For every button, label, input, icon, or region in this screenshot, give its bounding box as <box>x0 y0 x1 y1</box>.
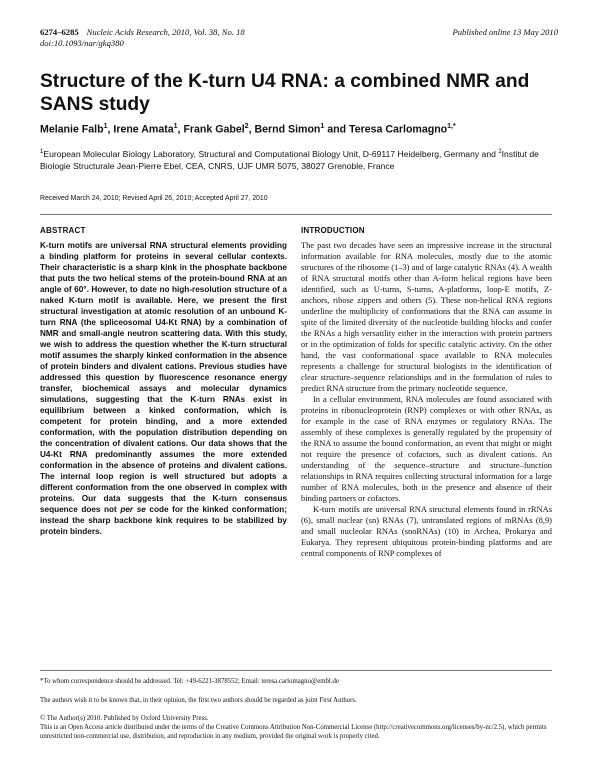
abstract-italic: per se <box>120 505 146 514</box>
author-affiliation-marker: 1 <box>320 123 325 130</box>
joint-authors-footnote: The authors wish it to be known that, in their opinion, the first two authors should be regarded as joint First Authors. <box>40 697 357 704</box>
introduction-text <box>301 240 552 559</box>
intro-paragraph: In a cellular environment, RNA molecules are found associated with proteins in ribonucleoprotein (RNP) complexes or with other RNAs, as for example in the case of RNA enzymes or regulatory RNAs. The assembly of these complexes is generally regulated by the propensity of the RNA to assume the bound conformation, an event that might or might not require the presence of cofactors, such as divalent cations. An understanding of the sequence–structure and structure–function relationships in RNA requires collecting structural information for a large number of RNA molecules, both in the presence and absence of their binding partners or cofactors. <box>301 394 552 503</box>
author-list: Melanie Falb$^1$, Irene Amata$^1$, Frank Gabel$^2$, Bernd Simon$^1$ and Teresa Carlomagno$^{1,*}$ <box>40 123 456 136</box>
affiliation-2: Institut de Biologie Structurale Jean-Pierre Ebel, CEA, CNRS, UJF UMR 5075, 38027 Grenoble, France <box>40 148 539 171</box>
affiliation-1: European Molecular Biology Laboratory, Structural and Computational Biology Unit, D-69117 Heidelberg, Germany and <box>43 148 499 159</box>
doi[interactable]: doi:10.1093/nar/gkq380 <box>40 38 124 48</box>
author-affiliation-marker: 1 <box>103 123 108 130</box>
abstract-heading: ABSTRACT <box>40 226 86 235</box>
published-date: Published online 13 May 2010 <box>452 27 558 37</box>
author-name: Melanie Falb <box>40 123 104 136</box>
author-name: Bernd Simon <box>254 123 321 136</box>
abstract-part-1: K-turn motifs are universal RNA structural elements providing a binding platform for proteins in several cellular contexts. Their characteristic is a sharp kink in the phosphate backbone that puts the two helical stems of the protein-bound RNA at an angle of 60°. However, to date no high-resolution structure of a naked K-turn motif is available. Here, we present the first structural investigation at atomic resolution of an unbound K-turn RNA (the spliceosomal U4-Kt RNA) by a combination of NMR and small-angle neutron scattering data. With this study, we wish to address the question whether the K-turn structural motif assumes the sharply kinked conformation in the absence of protein binders and divalent cations. Previous studies have addressed this question by fluorescence resonance energy transfer, biochemical assays and molecular dynamics simulations, suggesting that the K-turn RNAs exist in equilibrium between a kinked conformation, which is competent for protein binding, and a more extended conformation, with the population distribution depending on the concentration of divalent cations. Our data shows that the U4-Kt RNA predominantly assumes the more extended conformation in the absence of proteins and divalent cations. The internal loop region is well structured but adopts a different conformation from the one observed in complex with proteins. Our data suggests that the K-turn consensus sequence does not <box>40 241 287 514</box>
abstract-text <box>40 240 287 537</box>
author-affiliation-marker: 1 <box>173 123 178 130</box>
running-header-left <box>40 27 245 49</box>
intro-paragraph: K-turn motifs are universal RNA structural elements found in rRNAs (6), small nuclear (sn) RNAs (7), untranslated regions of mRNAs (8,9) and small nucleolar RNAs (snoRNAs) (10) in Archea, Prokarya and Eukarya. They represent ubiquitous protein-binding platforms and are central components of RNP complexes of <box>301 504 552 558</box>
abstract-part-2: code for the kinked conformation; instead the sharp backbone kink requires to be stabilized by protein binders. <box>40 505 288 536</box>
license-text: This is an Open Access article distributed under the terms of the Creative Commons Attribution Non-Commercial License (http://creativecommons.org/licenses/by-nc/2.5), which permits unrestricted non-commercial use, distribution, and reproduction in any medium, provided the original work is properly cited. <box>40 724 547 740</box>
correspondence-footnote: *To whom correspondence should be addressed. Tel: +49-6221-3878552; Email: teresa.carlomagno@embl.de <box>40 678 339 685</box>
author-affiliation-marker: 1,* <box>447 123 456 130</box>
affiliations <box>40 146 560 172</box>
intro-paragraph: The past two decades have seen an impressive increase in the structural information available for RNA molecules, mostly due to the atomic structures of the ribosome (1–3) and of large catalytic RNAs (4). A wealth of RNA structural motifs other than A-form helical regions have been identified, such as U-turns, S-turns, A-platforms, loop-E motifs, Z-anchors, ribose zippers and others (5). These non-helical RNA regions underline the multiplicity of conformations that the RNA can assume in spite of the limited diversity of the nucleotide building blocks and confer the RNAs a high versatility either in the interaction with protein partners or in the optimization of folds for specific catalytic activity. On the other hand, the vast conformational space available to RNA molecules represents a challenge for structural biologists in the identification of clear structure–sequence relationships and in the formulation of rules to predict RNA structure from the primary nucleotide sequence. <box>301 240 552 393</box>
submission-dates: Received March 24, 2010; Revised April 26, 2010; Accepted April 27, 2010 <box>40 195 268 202</box>
paper-title: Structure of the K-turn U4 RNA: a combined NMR and SANS study <box>40 71 530 115</box>
footnote-divider <box>40 670 552 671</box>
author-affiliation-marker: 2 <box>244 123 249 130</box>
affiliation-2-number: 2 <box>498 149 502 155</box>
introduction-heading: INTRODUCTION <box>301 226 365 235</box>
header-divider <box>40 214 552 215</box>
author-name: Frank Gabel <box>183 123 245 136</box>
journal-citation: Nucleic Acids Research, 2010, Vol. 38, No. 18 <box>86 27 245 37</box>
author-name: Irene Amata <box>113 123 174 136</box>
author-name: Teresa Carlomagno <box>349 123 448 136</box>
page-range: 6274–6285 <box>40 27 79 37</box>
affiliation-1-number: 1 <box>40 149 44 155</box>
copyright-line: © The Author(s) 2010. Published by Oxford University Press. <box>40 715 209 722</box>
